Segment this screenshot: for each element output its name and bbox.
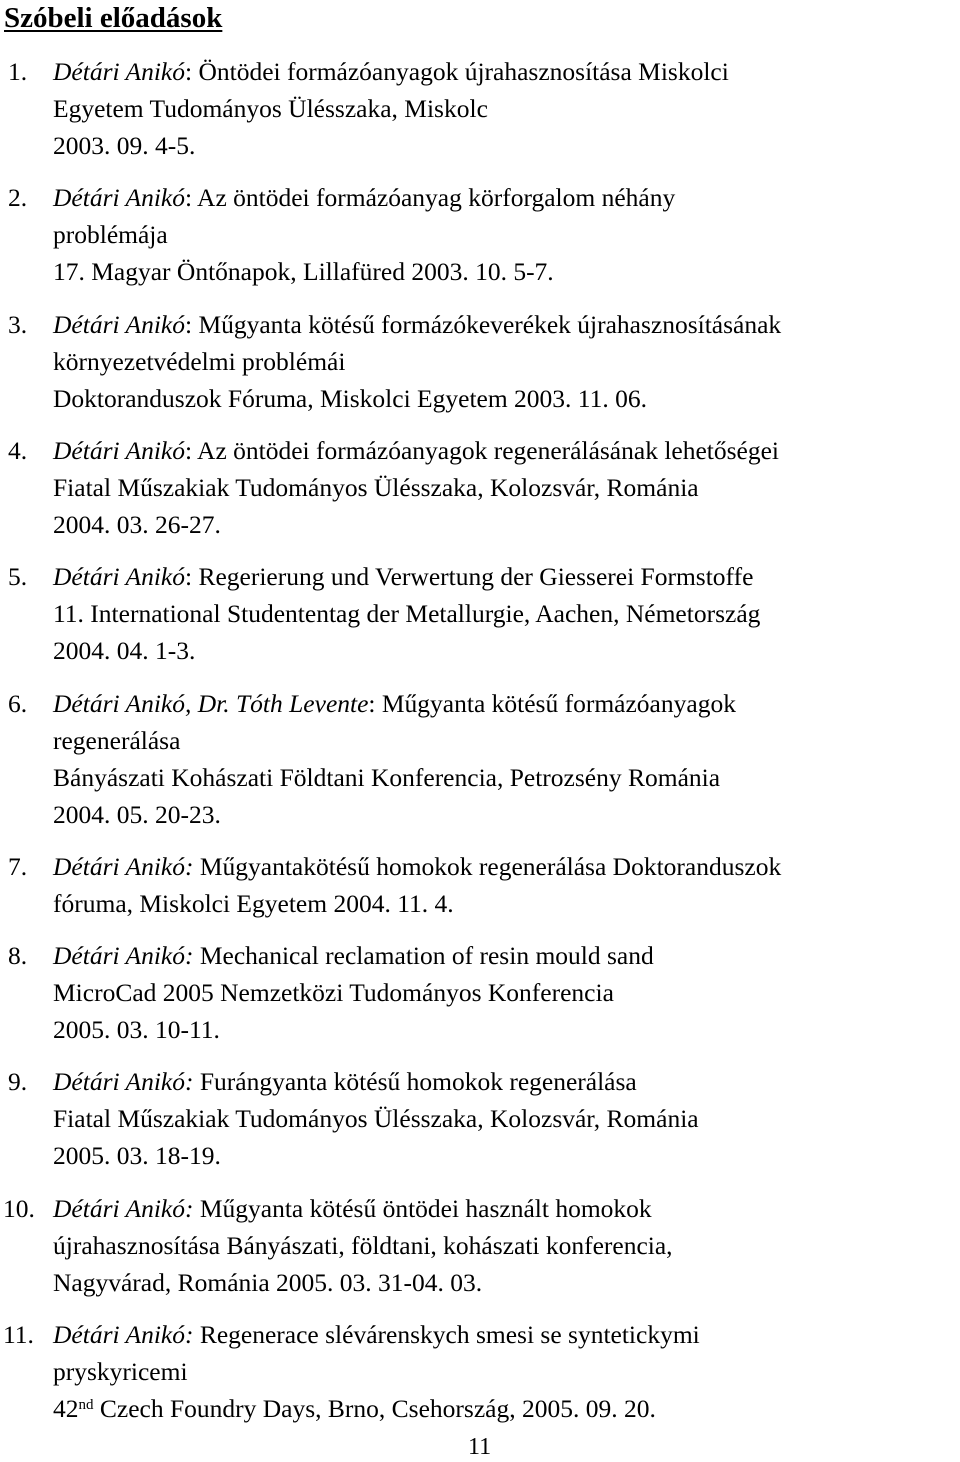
item-detail-line: MicroCad 2005 Nemzetközi Tudományos Konferencia (53, 978, 614, 1007)
item-number: 2. (8, 183, 28, 212)
item-detail-line (53, 1390, 960, 1427)
item-detail-line: Fiatal Műszakiak Tudományos Ülésszaka, Kolozsvár, Románia (53, 1104, 699, 1133)
list-item (0, 1316, 960, 1427)
item-detail-line: Fiatal Műszakiak Tudományos Ülésszaka, Kolozsvár, Románia (53, 473, 699, 502)
item-authors: Détári Anikó: (53, 852, 194, 881)
item-number: 3. (8, 310, 28, 339)
item-title: Műgyanta kötésű öntödei használt homokok (193, 1194, 652, 1223)
list-item (0, 685, 960, 833)
item-authors: Détári Anikó (53, 562, 185, 591)
item-title: Furángyanta kötésű homokok regenerálása (193, 1067, 637, 1096)
item-detail-line: regenerálása (53, 726, 181, 755)
item-authors: Détári Anikó (53, 57, 185, 86)
item-title: Műgyantakötésű homokok regenerálása Doktoranduszok (193, 852, 782, 881)
item-title: : Öntödei formázóanyagok újrahasznosítása Miskolci (184, 57, 729, 86)
item-detail-line: 2005. 03. 10-11. (53, 1015, 220, 1044)
list-item (0, 179, 960, 290)
item-authors: Détári Anikó, Dr. Tóth Levente (53, 689, 369, 718)
item-number: 9. (8, 1067, 28, 1096)
item-title: Mechanical reclamation of resin mould sand (193, 941, 654, 970)
item-authors: Détári Anikó (53, 436, 185, 465)
item-detail-line: 2004. 03. 26-27. (53, 510, 221, 539)
item-detail-line: 2004. 04. 1-3. (53, 636, 196, 665)
item-authors: Détári Anikó: (53, 1320, 194, 1349)
item-authors: Détári Anikó: (53, 1194, 194, 1223)
list-item (0, 558, 960, 669)
item-number: 7. (8, 852, 28, 881)
item-detail-line: Nagyvárad, Románia 2005. 03. 31-04. 03. (53, 1268, 483, 1297)
item-number: 6. (8, 689, 28, 718)
item-number: 10. (3, 1194, 35, 1223)
item-title: : Az öntödei formázóanyagok regenerálásának lehetőségei (184, 436, 780, 465)
item-detail-line: 17. Magyar Öntőnapok, Lillafüred 2003. 10. 5-7. (53, 257, 554, 286)
item-detail-line: 2005. 03. 18-19. (53, 1141, 221, 1170)
ordinal-suffix: nd (78, 1397, 94, 1413)
item-authors: Détári Anikó (53, 183, 185, 212)
item-detail-line: problémája (53, 220, 168, 249)
item-title: : Regerierung und Verwertung der Giesserei Formstoffe (184, 562, 754, 591)
item-detail-line: környezetvédelmi problémái (53, 347, 346, 376)
list-item (0, 53, 960, 164)
item-detail-line: 2003. 09. 4-5. (53, 131, 196, 160)
list-item (0, 848, 960, 922)
item-number: 4. (8, 436, 28, 465)
section-heading: Szóbeli előadások (4, 2, 223, 34)
item-authors: Détári Anikó: (53, 1067, 194, 1096)
item-authors: Détári Anikó: (53, 941, 194, 970)
item-detail-line: Doktoranduszok Fóruma, Miskolci Egyetem 2003. 11. 06. (53, 384, 647, 413)
item-detail-line: Egyetem Tudományos Ülésszaka, Miskolc (53, 94, 488, 123)
item-detail-line: újrahasznosítása Bányászati, földtani, kohászati konferencia, (53, 1231, 673, 1260)
list-item (0, 1190, 960, 1301)
list-item (0, 1063, 960, 1174)
item-number: 5. (8, 562, 28, 591)
list-item (0, 432, 960, 543)
item-title: Regenerace slévárenskych smesi se syntetickymi (193, 1320, 700, 1349)
item-title: : Az öntödei formázóanyag körforgalom néhány (184, 183, 676, 212)
item-detail-line: 11. International Studententag der Metallurgie, Aachen, Németország (53, 599, 761, 628)
item-detail-line: pryskyricemi (53, 1357, 188, 1386)
item-number: 11. (3, 1320, 34, 1349)
ordinal-number: 42 (53, 1394, 79, 1423)
page-number: 11 (468, 1434, 492, 1460)
item-title: : Műgyanta kötésű formázóanyagok (368, 689, 736, 718)
item-detail-line: Bányászati Kohászati Földtani Konferencia, Petrozsény Románia (53, 763, 721, 792)
item-number: 8. (8, 941, 28, 970)
item-detail-text: Czech Foundry Days, Brno, Csehország, 2005. 09. 20. (93, 1394, 656, 1423)
item-title: : Műgyanta kötésű formázókeverékek újrahasznosításának (184, 310, 782, 339)
list-item (0, 937, 960, 1048)
item-authors: Détári Anikó (53, 310, 185, 339)
item-number: 1. (8, 57, 28, 86)
item-detail-line: fóruma, Miskolci Egyetem 2004. 11. 4. (53, 889, 454, 918)
list-item (0, 306, 960, 417)
item-detail-line: 2004. 05. 20-23. (53, 800, 221, 829)
